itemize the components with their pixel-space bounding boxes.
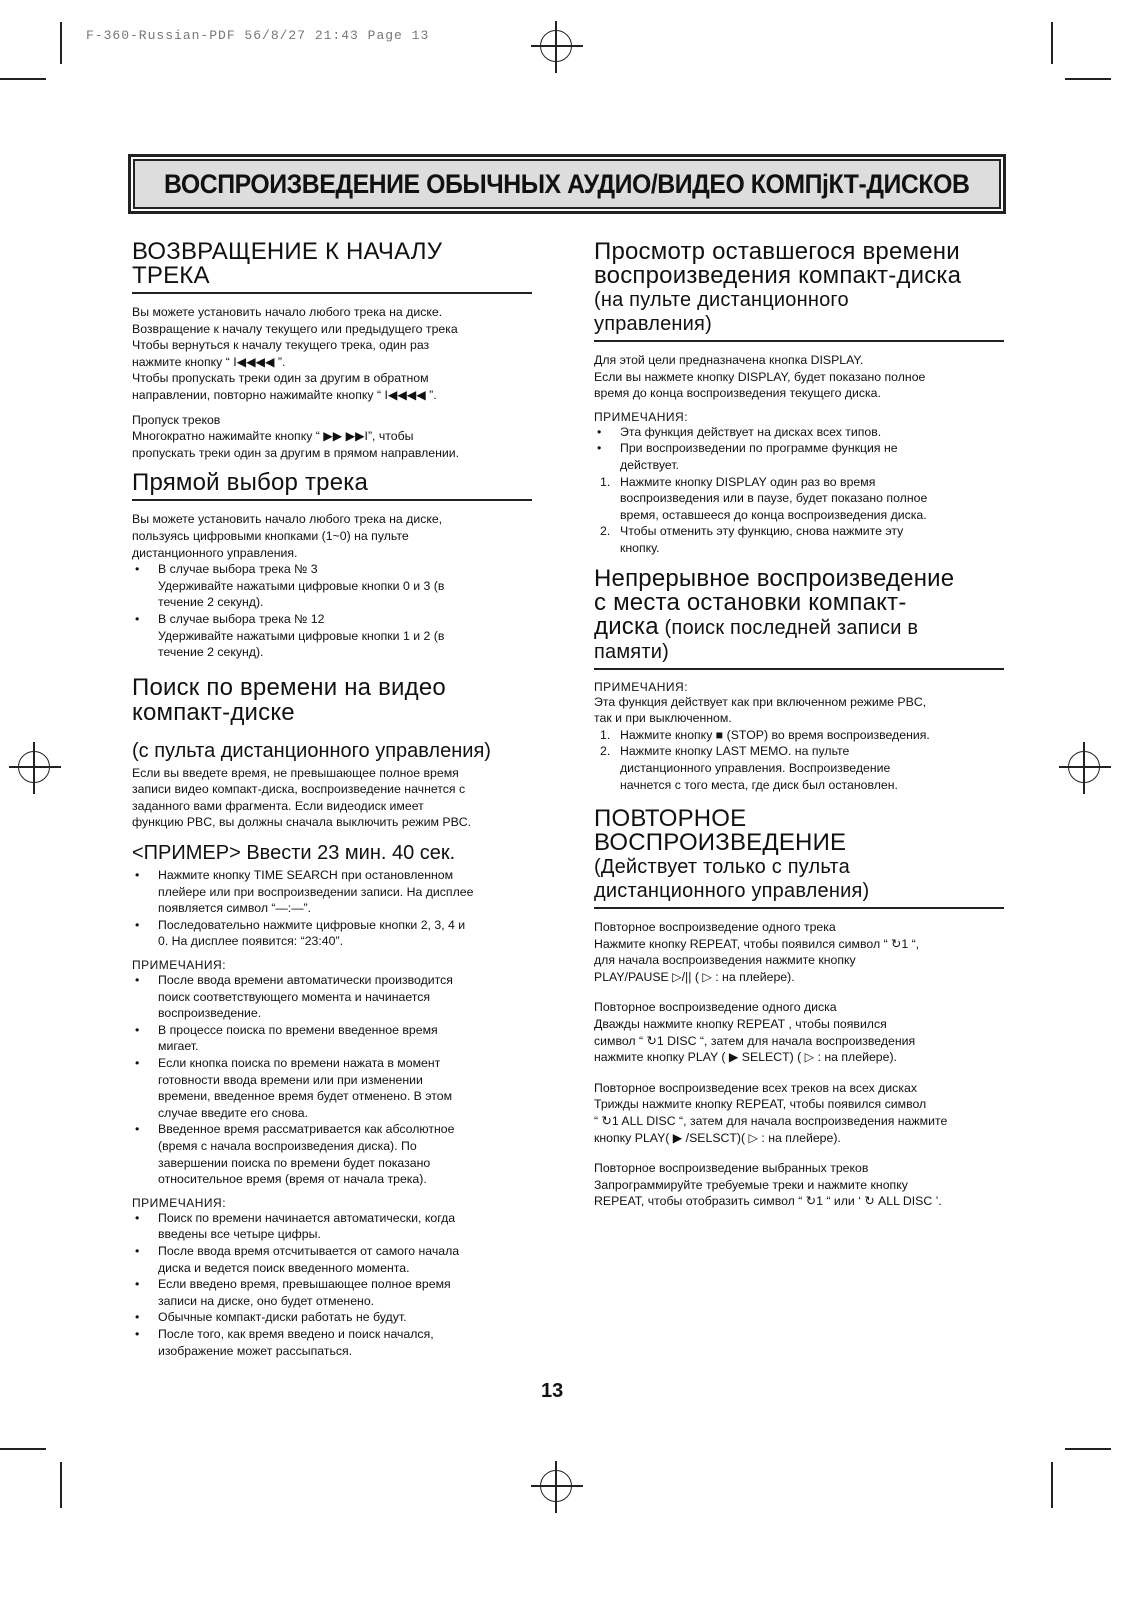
crop-mark [0, 1448, 46, 1450]
list-item: 2. Чтобы отменить эту функцию, снова нажмите эту кнопку. [600, 524, 904, 555]
crop-mark [0, 78, 46, 80]
repeat-one-disc: Повторное воспроизведение одного диска Дважды нажмите кнопку REPEAT , чтобы появился символ “ ↻1 DISC “, затем для начала воспроизведения нажмите кнопку PLAY ( ▶ SELECT) ( ▷ : на плейере). [594, 1000, 916, 1065]
list-item: • После того, как время введено и поиск начался, изображение может рассыпаться. [132, 1326, 532, 1359]
list-item: 1. Нажмите кнопку ■ (STOP) во время воспроизведения. [600, 727, 930, 742]
text-line: так и при выключенном. [594, 711, 732, 726]
page-title-banner [128, 154, 1006, 214]
subheading-skip-tracks: Пропуск треков [132, 412, 221, 427]
text-line: Чтобы пропускать треки один за другим в обратном [132, 371, 429, 386]
crop-mark [60, 1462, 62, 1508]
list-item: • В процессе поиска по времени введенное время мигает. [132, 1022, 532, 1055]
text-line: Вы можете установить начало любого трека на диске. [132, 305, 443, 319]
text-line: записи видео компакт-диска, воспроизведение начнется с [132, 782, 466, 797]
list-item: • Обычные компакт-диски работать не будут. [132, 1309, 532, 1326]
right-column [594, 240, 1004, 1210]
list-item: • Эта функция действует на дисках всех типов. [594, 424, 1004, 441]
registration-mark-bottom [540, 1470, 572, 1502]
notes-list [594, 424, 1004, 474]
section-heading-direct-select [132, 471, 532, 501]
text-line: дистанционного управления. [132, 545, 298, 560]
crop-mark [1065, 78, 1111, 80]
list-item: • Поиск по времени начинается автоматически, когда введены все четыре цифры. [132, 1210, 532, 1243]
list-item: • При воспроизведении по программе функция не действует. [594, 440, 1004, 473]
subheading-from-remote: (с пульта дистанционного управления) [132, 739, 491, 762]
example-steps [132, 867, 532, 950]
repeat-one-track: Повторное воспроизведение одного трека Нажмите кнопку REPEAT, чтобы появился символ “ ↻1 “, для начала воспроизведения нажмите кнопку PLAY/PAUSE ▷/|| ( ▷ : на плейере). [594, 920, 920, 984]
section-heading-return [132, 240, 532, 294]
text-line: заданного вами фрагмента. Если видеодиск имеет [132, 798, 424, 813]
repeat-selected-tracks: Повторное воспроизведение выбранных треков Запрограммируйте требуемые треки и нажмите кнопку REPEAT, чтобы отобразить символ “ ↻1 “ или ‘ ↻ ALL DISC ’. [594, 1161, 942, 1209]
heading-return-to-track-start: ВОЗВРАЩЕНИЕ К НАЧАЛУ ТРЕКА [132, 238, 443, 289]
notes-list [132, 972, 532, 1188]
notes-heading: ПРИМЕЧАНИЯ: [594, 409, 689, 424]
left-column [132, 240, 532, 1359]
text-line: Многократно нажимайте кнопку “ ▶▶ ▶▶I”, чтобы [132, 429, 414, 444]
registration-mark-top [540, 30, 572, 62]
heading-resume-playback: Непрерывное воспроизведение с места остановки компакт- диска (поиск последней записи в памяти) [594, 564, 955, 663]
notes-heading: ПРИМЕЧАНИЯ: [132, 958, 227, 973]
text-line: время до конца воспроизведения текущего диска. [594, 386, 881, 401]
list-item: 1. Нажмите кнопку DISPLAY один раз во время воспроизведения или в паузе, будет показано полное время, оставшееся до конца воспроизведения диска. [600, 474, 928, 522]
crop-mark [1051, 22, 1053, 64]
page-title: ВОСПРОИЗВЕДЕНИЕ ОБЫЧНЫХ АУДИО/ВИДЕО КОМПjКТ-ДИСКОВ [164, 168, 970, 199]
direct-select-list [132, 561, 532, 661]
heading-time-search: Поиск по времени на видео компакт-диске [132, 673, 446, 726]
text-line: пользуясь цифровыми кнопками (1~0) на пульте [132, 528, 409, 543]
text-line: направлении, повторно нажимайте кнопку “ I◀◀◀◀ ”. [132, 387, 437, 402]
heading-direct-track-select: Прямой выбор трека [132, 469, 369, 497]
text-line: функцию PBC, вы должны сначала выключить режим PBC. [132, 815, 472, 830]
crop-mark [60, 22, 62, 64]
list-item: • В случае выбора трека № 12 Удерживайте нажатыми цифровые кнопки 1 и 2 (в течение 2 секунд). [132, 611, 532, 661]
text-line: нажмите кнопку “ I◀◀◀◀ ”. [132, 354, 286, 369]
text-line: пропускать треки один за другим в прямом направлении. [132, 445, 460, 460]
list-item: • В случае выбора трека № 3 Удерживайте нажатыми цифровые кнопки 0 и 3 (в течение 2 секунд). [132, 561, 532, 611]
notes-heading: ПРИМЕЧАНИЯ: [594, 679, 689, 694]
heading-remaining-time: Просмотр оставшегося времени воспроизведения компакт-диска (на пульте дистанционного управления) [594, 238, 962, 335]
text-line: Возвращение к началу текущего или предыдущего трека [132, 321, 458, 336]
text-line: Для этой цели предназначена кнопка DISPLAY. [594, 353, 864, 367]
list-item: • Последовательно нажмите цифровые кнопки 2, 3, 4 и 0. На дисплее появится: “23:40”. [132, 917, 532, 950]
list-item: • Введенное время рассматривается как абсолютное (время с начала воспроизведения диска). По завершении поиска по времени будет показано относительное время (время от начала трека). [132, 1121, 532, 1187]
steps-list [594, 727, 1004, 793]
text-line: Чтобы вернуться к началу текущего трека, один раз [132, 338, 430, 353]
text-line: Если вы введете время, не превышающее полное время [132, 765, 459, 780]
steps-list [594, 474, 1004, 557]
page-number: 13 [541, 1380, 564, 1402]
crop-mark [1051, 1462, 1053, 1508]
heading-repeat-playback: ПОВТОРНОЕ ВОСПРОИЗВЕДЕНИЕ (Действует только с пульта дистанционного управления) [594, 807, 1004, 909]
text-line: Вы можете установить начало любого трека на диске, [132, 512, 443, 527]
print-file-info: F-360-Russian-PDF 56/8/27 21:43 Page 13 [86, 28, 430, 43]
crop-mark [1065, 1448, 1111, 1450]
list-item: • Если введено время, превышающее полное время записи на диске, оно будет отменено. [132, 1276, 532, 1309]
section-heading-resume [594, 564, 1004, 670]
example-heading: <ПРИМЕР> Ввести 23 мин. 40 сек. [132, 842, 456, 865]
text-line: Эта функция действует как при включенном режиме PBC, [594, 694, 927, 709]
list-item: 2. Нажмите кнопку LAST MEMO. на пульте дистанционного управления. Воспроизведение начнется с того места, где диск был остановлен. [600, 744, 898, 792]
notes-list [132, 1210, 532, 1359]
list-item: • Нажмите кнопку TIME SEARCH при остановленном плейере или при воспроизведении записи. На дисплее появляется символ “—:—”. [132, 867, 532, 917]
repeat-all-discs: Повторное воспроизведение всех треков на всех дисках Трижды нажмите кнопку REPEAT, чтобы появился символ “ ↻1 ALL DISC “, затем для начала воспроизведения нажмите кнопку PLAY( ▶ /SELSCT)( ▷ : на плейере). [594, 1080, 948, 1145]
registration-mark-left [18, 751, 50, 783]
text-line: Если вы нажмете кнопку DISPLAY, будет показано полное [594, 369, 926, 384]
list-item: • После ввода время отсчитывается от самого начала диска и ведется поиск введенного момента. [132, 1243, 532, 1276]
list-item: • После ввода времени автоматически производится поиск соответствующего момента и начинается воспроизведение. [132, 972, 532, 1022]
list-item: • Если кнопка поиска по времени нажата в момент готовности ввода времени или при изменении времени, введенное время будет отменено. В этом случае введите его снова. [132, 1055, 532, 1121]
notes-heading: ПРИМЕЧАНИЯ: [132, 1195, 227, 1210]
section-heading-remaining-time [594, 240, 1004, 342]
registration-mark-right [1068, 751, 1100, 783]
